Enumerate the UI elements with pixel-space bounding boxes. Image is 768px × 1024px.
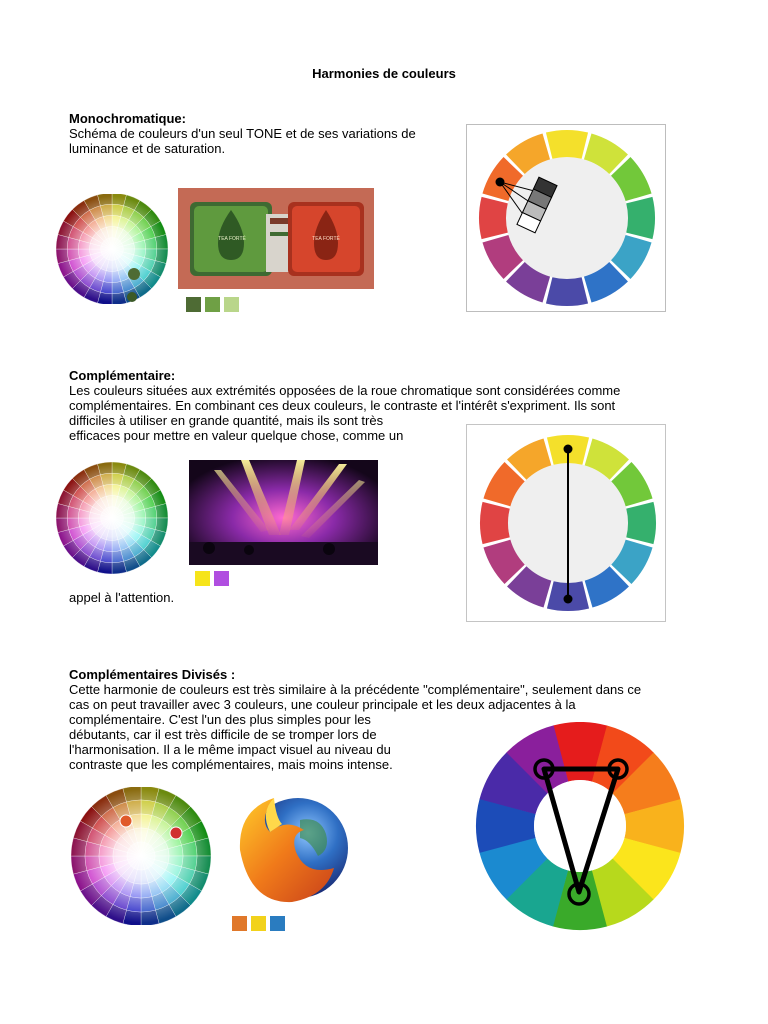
browser-logo-image xyxy=(230,790,358,908)
radial-color-wheel-image xyxy=(54,194,170,304)
section-text-line: efficaces pour mettre en valeur quelque chose, comme un xyxy=(69,428,404,443)
color-swatch xyxy=(214,571,229,586)
section-text-line: cas on peut travailler avec 3 couleurs, une couleur principale et les deux adjacentes à la xyxy=(69,697,576,712)
color-wheel-segment xyxy=(479,197,508,239)
section-heading-complementaires-divises: Complémentaires Divisés : xyxy=(69,667,236,682)
color-wheel-diagram-split-complementary xyxy=(470,722,692,932)
color-wheel-segment xyxy=(626,502,656,544)
section-text-line: appel à l'attention. xyxy=(69,590,175,605)
radial-color-wheel-image xyxy=(54,462,170,574)
color-swatch xyxy=(195,571,210,586)
section-text-line: complémentaire. C'est l'un des plus simples pour les xyxy=(69,712,371,727)
color-wheel-segment xyxy=(626,197,655,239)
section-text-line: l'harmonisation. Il a le même impact visuel au niveau du xyxy=(69,742,391,757)
color-swatch xyxy=(224,297,239,312)
section-text-line: débutants, car il est très difficile de se tromper lors de xyxy=(69,727,377,742)
color-wheel-segment xyxy=(546,130,588,159)
document-title: Harmonies de couleurs xyxy=(312,66,456,81)
color-swatch xyxy=(270,916,285,931)
color-swatch xyxy=(186,297,201,312)
color-wheel-diagram-complementary xyxy=(466,424,666,622)
product-photo-tea-boxes xyxy=(178,188,374,289)
color-wheel-segment xyxy=(546,277,588,306)
color-wheel-diagram-monochromatic xyxy=(466,124,666,312)
color-swatch xyxy=(251,916,266,931)
section-text-line: difficiles à utiliser en grande quantité, mais ils sont très xyxy=(69,413,384,428)
product-label: TEA FORTÉ xyxy=(312,236,340,242)
concert-photo xyxy=(189,460,378,565)
section-text-line: contraste que les complémentaires, mais moins intense. xyxy=(69,757,393,772)
section-text-line: Les couleurs situées aux extrémités opposées de la roue chromatique sont considérées comme xyxy=(69,383,621,398)
color-swatch xyxy=(205,297,220,312)
section-text-line: luminance et de saturation. xyxy=(69,141,226,156)
radial-color-wheel-image xyxy=(68,787,214,925)
product-label: TEA FORTÉ xyxy=(218,236,246,242)
section-text-line: complémentaires. En combinant ces deux couleurs, le contraste et l'intérêt s'expriment. Ils sont xyxy=(69,398,616,413)
color-wheel-segment xyxy=(480,502,510,544)
color-swatch xyxy=(232,916,247,931)
section-text-line: Schéma de couleurs d'un seul TONE et de ses variations de xyxy=(69,126,416,141)
section-text-line: Cette harmonie de couleurs est très similaire à la précédente "complémentaire", seulement dans ce xyxy=(69,682,642,697)
section-heading-complementaire: Complémentaire: xyxy=(69,368,176,383)
section-heading-monochromatique: Monochromatique: xyxy=(69,111,186,126)
